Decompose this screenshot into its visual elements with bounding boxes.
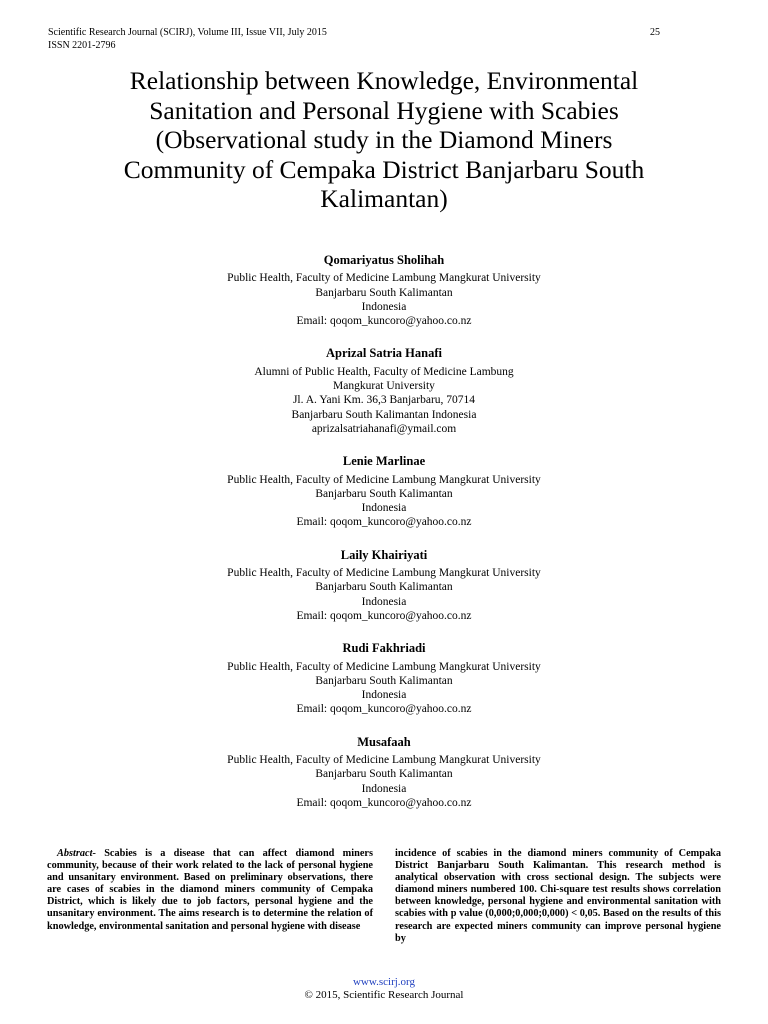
affiliation-line: Banjarbaru South Kalimantan (315, 286, 453, 299)
journal-url-link[interactable]: www.scirj.org (352, 976, 416, 988)
title-line: Kalimantan) (320, 184, 448, 213)
affiliation-line: Public Health, Faculty of Medicine Lambung Mangkurat University (227, 473, 541, 486)
affiliation-line: Public Health, Faculty of Medicine Lambung Mangkurat University (227, 567, 541, 580)
affiliation-line: Alumni of Public Health, Faculty of Medicine Lambung (254, 365, 514, 378)
affiliation-line: Public Health, Faculty of Medicine Lambung Mangkurat University (227, 754, 541, 767)
author-list (0, 253, 768, 828)
issn: ISSN 2201-2796 (48, 40, 116, 51)
author-block (0, 548, 768, 623)
author-email: Email: qoqom_kuncoro@yahoo.co.nz (296, 703, 472, 716)
page-number: 25 (650, 27, 660, 38)
paper-title (30, 66, 738, 214)
affiliation-line: Banjarbaru South Kalimantan (315, 487, 453, 500)
author-block (0, 454, 768, 529)
title-line: Sanitation and Personal Hygiene with Scabies (149, 95, 619, 125)
abstract-left-column (47, 848, 373, 945)
author-email: Email: qoqom_kuncoro@yahoo.co.nz (296, 315, 472, 328)
affiliation-line: Public Health, Faculty of Medicine Lambung Mangkurat University (227, 660, 541, 673)
author-block (0, 253, 768, 328)
author-email: aprizalsatriahanafi@ymail.com (311, 422, 457, 435)
affiliation-line: Banjarbaru South Kalimantan Indonesia (291, 408, 477, 421)
affiliation-line: Indonesia (361, 502, 407, 515)
affiliation-line: Indonesia (361, 689, 407, 702)
affiliation-line: Indonesia (361, 300, 407, 313)
affiliation-line: Banjarbaru South Kalimantan (315, 581, 453, 594)
abstract-text: Scabies is a disease that can affect diamond miners community, because of their work related to the lack of personal hygiene and unsanitary environment. Based on preliminary observations, there are cases of scabies in the diamond miners community of Cempaka District, which is likely due to job factors, personal hygiene and the unsanitary environment. The aims research is to determine the relation of knowledge, environmental sanitation and personal hygiene with disease (47, 848, 373, 932)
affiliation-line: Indonesia (361, 595, 407, 608)
running-header (48, 26, 720, 52)
author-name: Lenie Marlinae (342, 454, 426, 469)
abstract-section (47, 848, 721, 945)
author-block (0, 346, 768, 436)
affiliation-line: Banjarbaru South Kalimantan (315, 674, 453, 687)
abstract-lead: Abstract- (57, 848, 96, 859)
copyright: © 2015, Scientific Research Journal (304, 989, 464, 1001)
author-name: Qomariyatus Sholihah (323, 253, 445, 267)
abstract-right-column (395, 848, 721, 945)
abstract-text: incidence of scabies in the diamond miners community of Cempaka District Banjarbaru South Kalimantan. This research method is analytical observation with cross sectional design. The subjects were diamond miners numbered 100. Chi-square test results shows correlation between knowledge, personal hygiene and environmental sanitation with scabies with p value (0,000;0,000;0,000) < 0,05. Based on the results of this research are expected miners community can improve personal hygiene by (395, 848, 721, 944)
title-line: (Observational study in the Diamond Miners (155, 125, 613, 154)
affiliation-line: Public Health, Faculty of Medicine Lambung Mangkurat University (227, 272, 541, 285)
author-email: Email: qoqom_kuncoro@yahoo.co.nz (296, 796, 472, 809)
affiliation-line: Indonesia (361, 782, 407, 795)
affiliation-line: Jl. A. Yani Km. 36,3 Banjarbaru, 70714 (292, 394, 476, 407)
author-name: Rudi Fakhriadi (342, 641, 426, 656)
page-footer (0, 976, 768, 1002)
author-block (0, 735, 768, 810)
author-name: Musafaah (357, 734, 411, 749)
affiliation-line: Mangkurat University (333, 380, 435, 393)
author-email: Email: qoqom_kuncoro@yahoo.co.nz (296, 516, 472, 529)
title-line: Community of Cempaka District Banjarbaru South (123, 154, 645, 184)
title-line: Relationship between Knowledge, Environmental (129, 66, 639, 95)
author-email: Email: qoqom_kuncoro@yahoo.co.nz (296, 609, 472, 622)
affiliation-line: Banjarbaru South Kalimantan (315, 768, 453, 781)
author-block (0, 641, 768, 716)
author-name: Aprizal Satria Hanafi (326, 346, 442, 361)
journal-citation: Scientific Research Journal (SCIRJ), Volume III, Issue VII, July 2015 (48, 27, 327, 38)
author-name: Laily Khairiyati (340, 547, 428, 562)
